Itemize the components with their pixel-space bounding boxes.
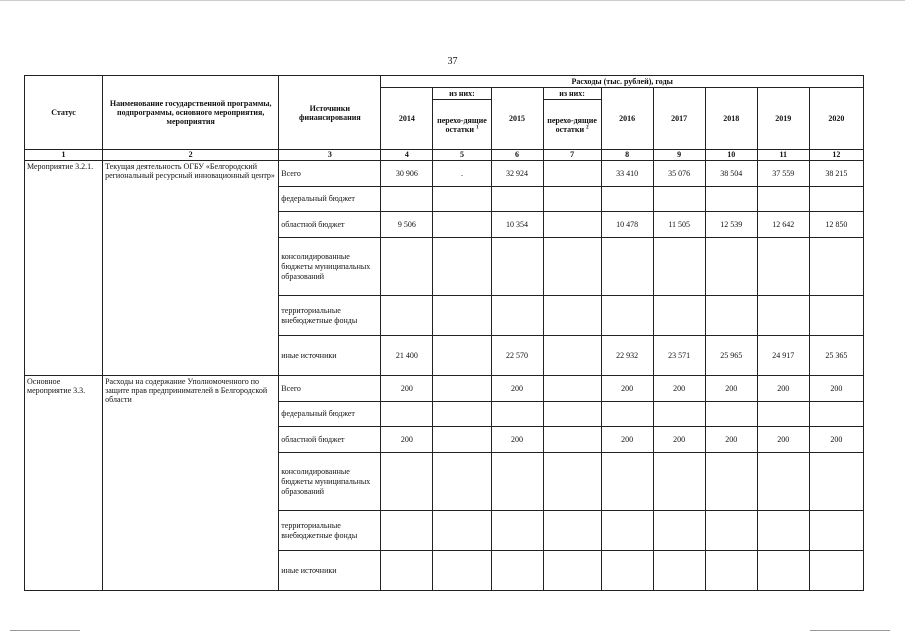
- value-cell: 32 924: [491, 161, 543, 187]
- value-cell: [543, 453, 601, 511]
- value-cell: [433, 296, 491, 336]
- value-cell: 30 906: [381, 161, 433, 187]
- page-number: 37: [447, 56, 458, 67]
- value-cell: 25 965: [705, 336, 757, 376]
- value-cell: [433, 551, 491, 591]
- value-cell: [543, 187, 601, 212]
- value-cell: [705, 511, 757, 551]
- header-year: 2014: [381, 88, 433, 150]
- value-cell: [653, 402, 705, 427]
- value-cell: [757, 511, 809, 551]
- header-of-which: из них:: [543, 88, 601, 100]
- value-cell: [809, 296, 863, 336]
- value-cell: 200: [491, 376, 543, 402]
- value-cell: [543, 238, 601, 296]
- header-year: 2019: [757, 88, 809, 150]
- column-number: 6: [491, 150, 543, 161]
- header-carryover: перехо-дящие остатки $^1$: [433, 100, 491, 150]
- value-cell: 12 642: [757, 212, 809, 238]
- column-number: 1: [25, 150, 103, 161]
- budget-table: [24, 75, 864, 591]
- header-year: 2020: [809, 88, 863, 150]
- value-cell: 200: [809, 427, 863, 453]
- value-cell: [601, 296, 653, 336]
- value-cell: 25 365: [809, 336, 863, 376]
- value-cell: 200: [757, 427, 809, 453]
- value-cell: .: [433, 161, 491, 187]
- value-cell: [809, 551, 863, 591]
- value-cell: 200: [601, 427, 653, 453]
- value-cell: 11 505: [653, 212, 705, 238]
- value-cell: [543, 376, 601, 402]
- value-cell: [653, 511, 705, 551]
- value-cell: [381, 511, 433, 551]
- header-name: Наименование государственной программы, подпрограммы, основного мероприятия, мероприятия: [103, 76, 279, 150]
- column-number: 2: [103, 150, 279, 161]
- value-cell: [491, 453, 543, 511]
- header-year: 2016: [601, 88, 653, 150]
- source-cell: федеральный бюджет: [279, 187, 381, 212]
- value-cell: 9 506: [381, 212, 433, 238]
- value-cell: [433, 511, 491, 551]
- column-number: 3: [279, 150, 381, 161]
- value-cell: 200: [809, 376, 863, 402]
- value-cell: [809, 453, 863, 511]
- header-carryover: перехо-дящие остатки $^2$: [543, 100, 601, 150]
- value-cell: 200: [705, 427, 757, 453]
- status-cell: Основное мероприятие 3.3.: [25, 376, 103, 591]
- value-cell: 200: [381, 376, 433, 402]
- value-cell: [809, 238, 863, 296]
- value-cell: 38 215: [809, 161, 863, 187]
- table-row: [25, 376, 864, 402]
- header-sources: Источники финансирования: [279, 76, 381, 150]
- value-cell: [757, 238, 809, 296]
- column-number: 12: [809, 150, 863, 161]
- column-number: 4: [381, 150, 433, 161]
- header-year: 2018: [705, 88, 757, 150]
- name-cell: Текущая деятельность ОГБУ «Белгородский региональный ресурсный инновационный центр»: [103, 161, 279, 376]
- value-cell: [491, 187, 543, 212]
- value-cell: [543, 161, 601, 187]
- value-cell: [433, 376, 491, 402]
- value-cell: [543, 551, 601, 591]
- value-cell: 38 504: [705, 161, 757, 187]
- value-cell: [705, 296, 757, 336]
- value-cell: [601, 238, 653, 296]
- status-cell: Мероприятие 3.2.1.: [25, 161, 103, 376]
- value-cell: [491, 551, 543, 591]
- value-cell: [543, 511, 601, 551]
- value-cell: [757, 402, 809, 427]
- value-cell: [433, 187, 491, 212]
- header-year: 2017: [653, 88, 705, 150]
- source-cell: консолидированные бюджеты муниципальных образований: [279, 453, 381, 511]
- value-cell: 22 570: [491, 336, 543, 376]
- value-cell: [705, 551, 757, 591]
- source-cell: областной бюджет: [279, 427, 381, 453]
- value-cell: [491, 296, 543, 336]
- value-cell: 33 410: [601, 161, 653, 187]
- value-cell: 200: [757, 376, 809, 402]
- value-cell: [705, 187, 757, 212]
- source-cell: областной бюджет: [279, 212, 381, 238]
- value-cell: 200: [601, 376, 653, 402]
- source-cell: иные источники: [279, 336, 381, 376]
- value-cell: [601, 511, 653, 551]
- source-cell: Всего: [279, 376, 381, 402]
- value-cell: [433, 238, 491, 296]
- value-cell: 200: [653, 427, 705, 453]
- column-number: 5: [433, 150, 491, 161]
- value-cell: [757, 187, 809, 212]
- value-cell: 200: [653, 376, 705, 402]
- value-cell: [653, 296, 705, 336]
- value-cell: [653, 551, 705, 591]
- value-cell: [653, 453, 705, 511]
- value-cell: 200: [381, 427, 433, 453]
- value-cell: [491, 511, 543, 551]
- value-cell: 21 400: [381, 336, 433, 376]
- value-cell: [433, 427, 491, 453]
- value-cell: [543, 212, 601, 238]
- header-expenses: Расходы (тыс. рублей), годы: [381, 76, 864, 88]
- value-cell: [757, 453, 809, 511]
- value-cell: [433, 402, 491, 427]
- value-cell: [757, 551, 809, 591]
- value-cell: 12 850: [809, 212, 863, 238]
- value-cell: [705, 402, 757, 427]
- value-cell: [705, 238, 757, 296]
- value-cell: [433, 453, 491, 511]
- value-cell: [601, 551, 653, 591]
- value-cell: 23 571: [653, 336, 705, 376]
- column-number: 7: [543, 150, 601, 161]
- value-cell: 35 076: [653, 161, 705, 187]
- source-cell: территориальные внебюджетные фонды: [279, 511, 381, 551]
- source-cell: Всего: [279, 161, 381, 187]
- value-cell: 200: [491, 427, 543, 453]
- value-cell: [653, 187, 705, 212]
- value-cell: [543, 427, 601, 453]
- source-cell: иные источники: [279, 551, 381, 591]
- value-cell: [809, 187, 863, 212]
- value-cell: [601, 453, 653, 511]
- value-cell: [757, 296, 809, 336]
- value-cell: 10 354: [491, 212, 543, 238]
- header-year: 2015: [491, 88, 543, 150]
- value-cell: [381, 238, 433, 296]
- source-cell: территориальные внебюджетные фонды: [279, 296, 381, 336]
- value-cell: [381, 187, 433, 212]
- value-cell: [381, 453, 433, 511]
- header-status: Статус: [25, 76, 103, 150]
- source-cell: федеральный бюджет: [279, 402, 381, 427]
- column-number: 9: [653, 150, 705, 161]
- value-cell: 10 478: [601, 212, 653, 238]
- source-cell: консолидированные бюджеты муниципальных образований: [279, 238, 381, 296]
- value-cell: 37 559: [757, 161, 809, 187]
- value-cell: [543, 336, 601, 376]
- value-cell: 24 917: [757, 336, 809, 376]
- value-cell: 200: [705, 376, 757, 402]
- header-of-which: из них:: [433, 88, 491, 100]
- value-cell: [543, 402, 601, 427]
- value-cell: [653, 238, 705, 296]
- column-number: 11: [757, 150, 809, 161]
- table-row: [25, 161, 864, 187]
- value-cell: [381, 402, 433, 427]
- value-cell: [809, 511, 863, 551]
- value-cell: [601, 187, 653, 212]
- value-cell: [705, 453, 757, 511]
- column-number: 10: [705, 150, 757, 161]
- value-cell: [601, 402, 653, 427]
- value-cell: 12 539: [705, 212, 757, 238]
- value-cell: [381, 296, 433, 336]
- value-cell: [809, 402, 863, 427]
- column-numbers-row: [25, 150, 864, 161]
- value-cell: [491, 238, 543, 296]
- column-number: 8: [601, 150, 653, 161]
- value-cell: 22 932: [601, 336, 653, 376]
- value-cell: [433, 212, 491, 238]
- name-cell: Расходы на содержание Уполномоченного по защите прав предпринимателей в Белгородской области: [103, 376, 279, 591]
- value-cell: [433, 336, 491, 376]
- value-cell: [543, 296, 601, 336]
- value-cell: [491, 402, 543, 427]
- value-cell: [381, 551, 433, 591]
